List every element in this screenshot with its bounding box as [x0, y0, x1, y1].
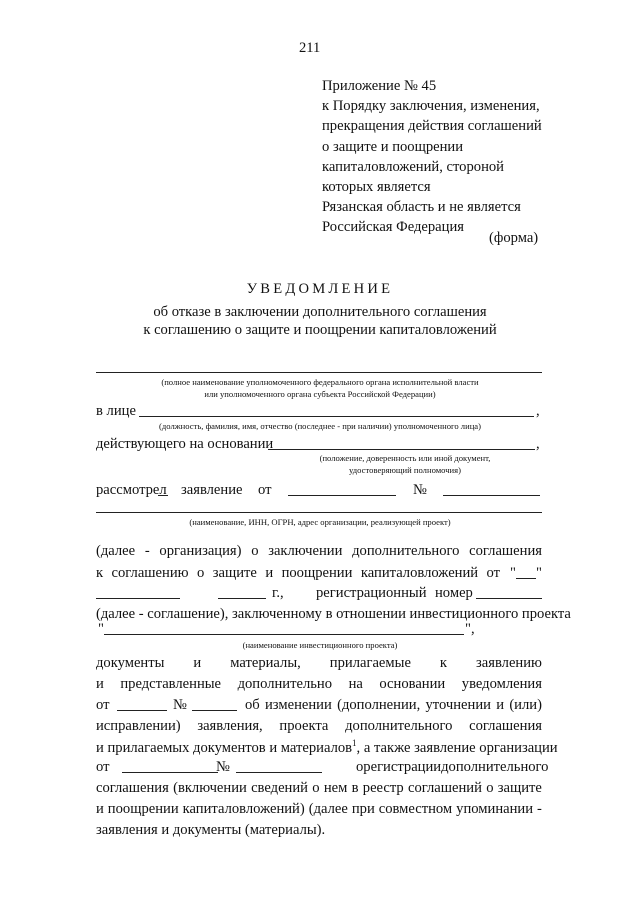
month-field[interactable]: [96, 598, 180, 599]
document-subtitle: об отказе в заключении дополнительного соглашения: [153, 304, 487, 320]
year-suffix: г.,: [272, 585, 284, 601]
from-word: от: [258, 482, 272, 498]
appendix-line: которых является: [322, 179, 431, 196]
authority-caption: или уполномоченного органа субъекта Российской Федерации): [204, 389, 436, 399]
body-line: заявления и документы (материалы).: [96, 822, 326, 838]
org-application-number-field[interactable]: [236, 772, 322, 773]
form-label: (форма): [489, 230, 539, 246]
number-word: номер: [435, 585, 473, 601]
application-word: заявление: [181, 482, 243, 498]
number-sign: №: [173, 697, 187, 713]
quote-close: ",: [465, 621, 475, 637]
from-word: от: [96, 759, 110, 775]
authority-caption: (полное наименование уполномоченного федерального органа исполнительной власти: [161, 377, 479, 387]
appendix-line: о защите и поощрении: [322, 138, 464, 155]
person-caption: (должность, фамилия, имя, отчество (последнее - при наличии) уполномоченного лица): [159, 421, 481, 431]
org-application-date-field[interactable]: [122, 772, 218, 773]
comma: ,: [536, 403, 540, 419]
application-number-field[interactable]: [443, 495, 540, 496]
project-caption: (наименование инвестиционного проекта): [242, 640, 398, 650]
comma: ,: [536, 436, 540, 452]
body-line: и прилагаемых документов и материалов$^1$, а также заявление организации: [96, 738, 558, 756]
from-word: от: [96, 697, 110, 713]
appendix-line: Приложение № 45: [322, 78, 437, 94]
appendix-line: Рязанская область и не является: [322, 199, 521, 216]
body-line: (далее - организация) о заключении дополнительного соглашения: [96, 543, 542, 559]
reviewed-suffix-field[interactable]: [158, 495, 168, 496]
registration-word: регистрационный: [316, 585, 427, 601]
person-field[interactable]: [139, 416, 534, 417]
appendix-header: [322, 76, 542, 238]
body-line: документы и материалы, прилагаемые к заявлению: [96, 655, 542, 671]
body-line: к соглашению о защите и поощрении капиталовложений от " ": [96, 565, 542, 581]
registration-number-field[interactable]: [476, 598, 542, 599]
appendix-line: к Порядку заключения, изменения,: [322, 98, 540, 115]
footnote-marker[interactable]: 1: [352, 738, 357, 748]
appendix-line: прекращения действия соглашений: [322, 118, 542, 135]
authority-field[interactable]: [96, 372, 542, 373]
in-person-label: в лице: [96, 403, 136, 419]
number-sign: №: [216, 759, 230, 775]
body-line: и представленные дополнительно на основании уведомления: [96, 676, 542, 692]
document-subtitle: к соглашению о защите и поощрении капиталовложений: [143, 322, 497, 338]
body-line: об изменении (дополнении, уточнении и (или): [245, 697, 542, 713]
day-field[interactable]: [516, 565, 536, 579]
reviewed-word: рассмотрел: [96, 482, 167, 498]
body-line: соглашения (включении сведений о нем в реестр соглашений о защите: [96, 780, 542, 796]
number-sign: №: [413, 482, 427, 498]
basis-field[interactable]: [268, 449, 535, 450]
organization-caption: (наименование, ИНН, ОГРН, адрес организации, реализующей проект): [189, 517, 451, 527]
appendix-line: капиталовложений, стороной: [322, 158, 504, 175]
appendix-line: Российская Федерация: [322, 219, 464, 236]
body-line: исправлении) заявления, проекта дополнительного соглашения: [96, 718, 542, 734]
document-title: УВЕДОМЛЕНИЕ: [246, 281, 394, 297]
page-number: 211: [299, 40, 321, 56]
application-date-field[interactable]: [288, 495, 396, 496]
basis-caption: удостоверяющий полномочия): [349, 465, 461, 475]
organization-field[interactable]: [96, 512, 542, 513]
body-line: и поощрении капиталовложений) (далее при совместном упоминании -: [96, 801, 542, 817]
acting-basis-label: действующего на основании: [96, 436, 274, 452]
body-line: (далее - соглашение), заключенному в отношении инвестиционного проекта: [96, 606, 571, 622]
project-name-field[interactable]: [104, 634, 464, 635]
year-field[interactable]: [218, 598, 266, 599]
notice-number-field[interactable]: [192, 710, 237, 711]
notice-date-field[interactable]: [117, 710, 167, 711]
quote-open: ": [98, 621, 104, 637]
body-line: о регистрации дополнительного: [356, 759, 549, 775]
basis-caption: (положение, доверенность или иной документ,: [319, 453, 491, 463]
